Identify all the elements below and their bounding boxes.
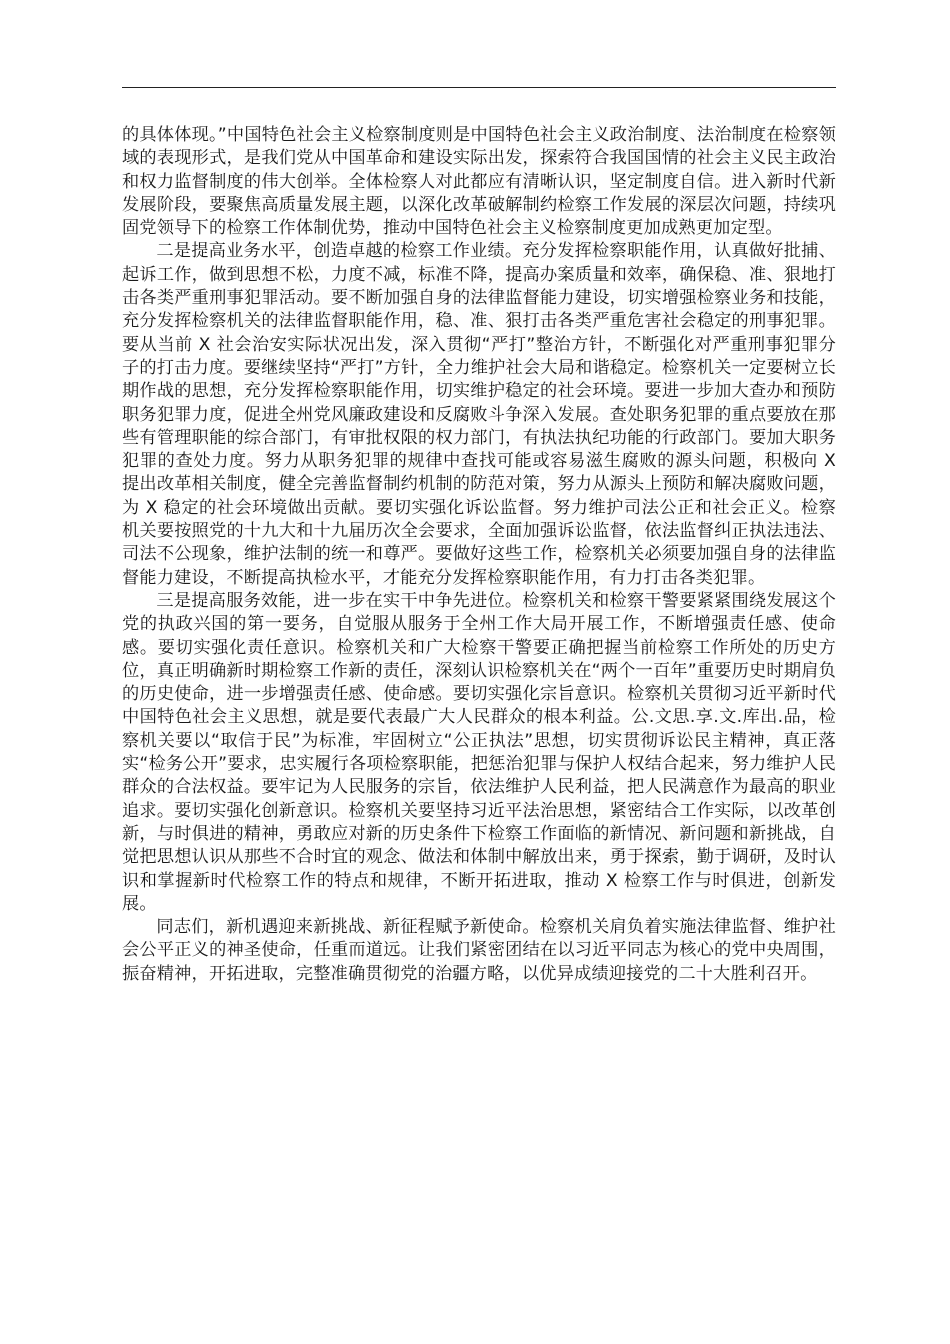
paragraph-business-level: 二是提高业务水平，创造卓越的检察工作业绩。充分发挥检察职能作用，认真做好批捕、起诉工作，做到思想不松，力度不减，标准不降，提高办案质量和效率，确保稳、准、狠地打击各类严重刑事犯罪活动。要不断加强自身的法律监督能力建设，切实增强检察业务和技能，充分发挥检察机关的法律监督职能作用，稳、准、狠打击各类严重危害社会稳定的刑事犯罪。要从当前 X 社会治安实际状况出发，深入贯彻“严打”整治方针，不断强化对严重刑事犯罪分子的打击力度。要继续坚持“严打”方针，全力维护社会大局和谐稳定。检察机关一定要树立长期作战的思想，充分发挥检察职能作用，切实维护稳定的社会环境。要进一步加大查办和预防职务犯罪力度，促进全州党风廉政建设和反腐败斗争深入发展。查处职务犯罪的重点要放在那些有管理职能的综合部门，有审批权限的权力部门，有执法执纪功能的行政部门。要加大职务犯罪的查处力度。努力从职务犯罪的规律中查找可能或容易滋生腐败的源头问题，积极向 X 提出改革相关制度，健全完善监督制约机制的防范对策，努力从源头上预防和解决腐败问题，为 X 稳定的社会环境做出贡献。要切实强化诉讼监督。努力维护司法公正和社会正义。检察机关要按照党的十九大和十九届历次全会要求，全面加强诉讼监督，依法监督纠正执法违法、司法不公现象，维护法制的统一和尊严。要做好这些工作，检察机关必须要加强自身的法律监督能力建设，不断提高执检水平，才能充分发挥检察职能作用，有力打击各类犯罪。	[122, 241, 836, 588]
header-rule	[122, 87, 836, 88]
paragraph-service-efficiency: 三是提高服务效能，进一步在实干中争先进位。检察机关和检察干警要紧紧围绕发展这个党的执政兴国的第一要务，自觉服从服务于全州工作大局开展工作，不断增强责任感、使命感。要切实强化责任意识。检察机关和广大检察干警要正确把握当前检察工作所处的历史方位，真正明确新时期检察工作新的责任，深刻认识检察机关在“两个一百年”重要历史时期肩负的历史使命，进一步增强责任感、使命感。要切实强化宗旨意识。检察机关贯彻习近平新时代中国特色社会主义思想，就是要代表最广大人民群众的根本利益。公.文思.享.文.库出.品，检察机关要以“取信于民”为标准，牢固树立“公正执法”思想，切实贯彻诉讼民主精神，真正落实“检务公开”要求，忠实履行各项检察职能，把惩治犯罪与保护人权结合起来，努力维护人民群众的合法权益。要牢记为人民服务的宗旨，依法维护人民利益，把人民满意作为最高的职业追求。要切实强化创新意识。检察机关要坚持习近平法治思想，紧密结合工作实际，以改革创新，与时俱进的精神，勇敢应对新的历史条件下检察工作面临的新情况、新问题和新挑战，自觉把思想认识从那些不合时宜的观念、做法和体制中解放出来，勇于探索，勤于调研，及时认识和掌握新时代检察工作的特点和规律，不断开拓进取，推动 X 检察工作与时俱进，创新发展。	[122, 590, 836, 914]
document-body	[122, 124, 836, 986]
paragraph-closing: 同志们，新机遇迎来新挑战、新征程赋予新使命。检察机关肩负着实施法律监督、维护社会公平正义的神圣使命，任重而道远。让我们紧密团结在以习近平同志为核心的党中央周围，振奋精神，开拓进取，完整准确贯彻党的治疆方略，以优异成绩迎接党的二十大胜利召开。	[122, 917, 836, 984]
paragraph-continuation: 的具体体现。”中国特色社会主义检察制度则是中国特色社会主义政治制度、法治制度在检察领域的表现形式，是我们党从中国革命和建设实际出发，探索符合我国国情的社会主义民主政治和权力监督制度的伟大创举。全体检察人对此都应有清晰认识，坚定制度自信。进入新时代新发展阶段，要聚焦高质量发展主题，以深化改革破解制约检察工作发展的深层次问题，持续巩固党领导下的检察工作体制优势，推动中国特色社会主义检察制度更加成熟更加定型。	[122, 125, 836, 239]
